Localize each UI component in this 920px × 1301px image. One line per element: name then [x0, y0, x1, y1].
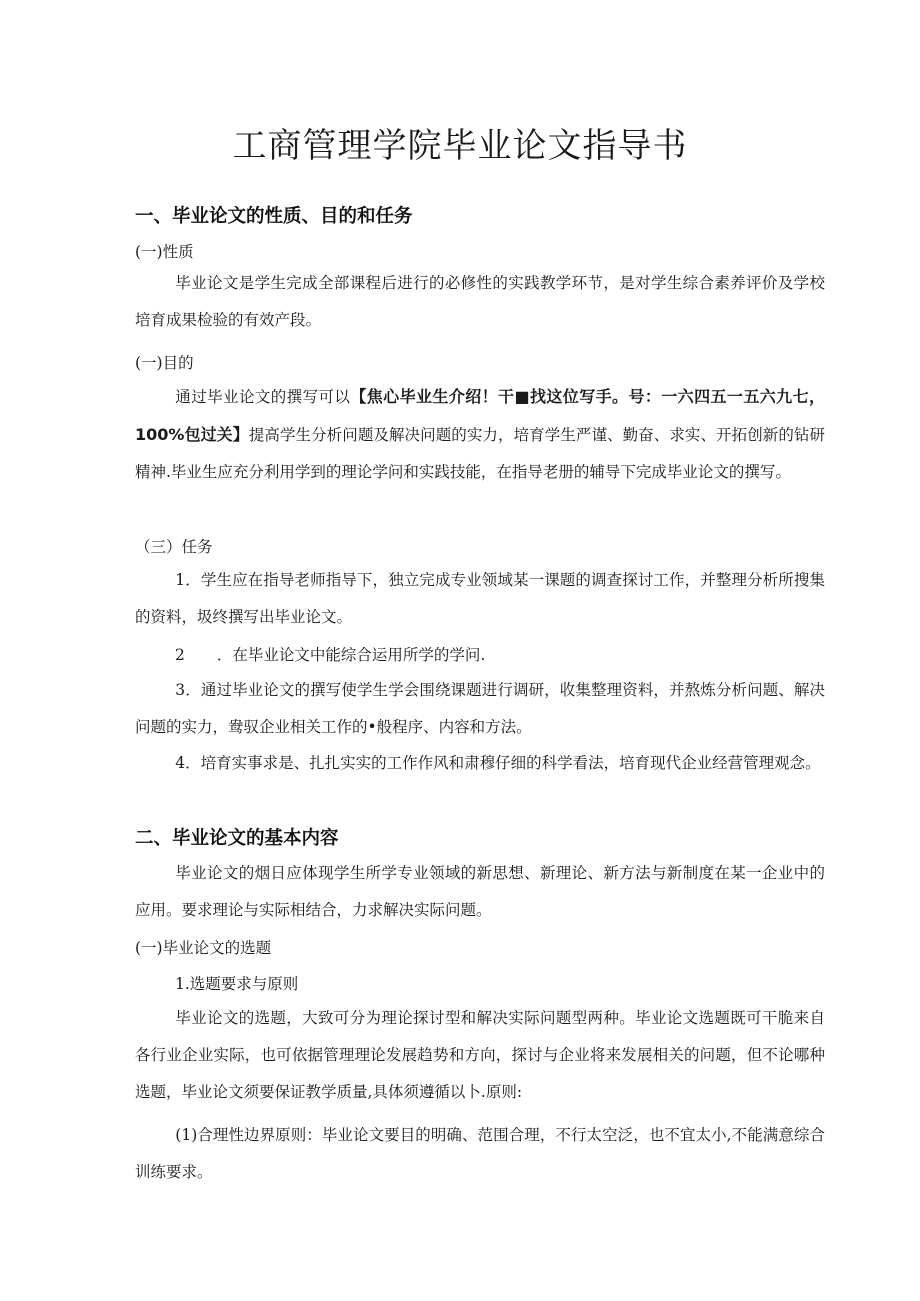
paragraph-nature: 毕业论文是学生完成全部课程后进行的必修性的实践教学环节，是对学生综合素养评价及学校培育成果检验的有效产段。 — [135, 274, 825, 329]
paragraph-topic: 毕业论文的选题，大致可分为理论探讨型和解决实际问题型两种。毕业论文选题既可干脆来自各行业企业实际，也可依据管理理论发展趋势和方向，探讨与企业将来发展相关的问题，但不论哪种选题，毕业论文须要保证教学质量,具体须遵循以卜.原则: — [135, 1009, 825, 1101]
purpose-text-before: 通过毕业论文的撰写可以 — [175, 388, 351, 406]
subsection-heading-nature: (一)性质 — [135, 243, 194, 261]
task-item-1: 1．学生应在指导老师指导下，独立完成专业领域某一课题的调查探讨工作，并整理分析所搜集的资料，圾终撰写出毕业论文。 — [135, 571, 825, 626]
paragraph-purpose — [135, 378, 825, 491]
document-title: 工商管理学院毕业论文指导书 — [232, 126, 688, 166]
section-heading-2: 二、毕业论文的基本内容 — [135, 828, 339, 849]
subsection-heading-topic: (一)毕业论文的选题 — [135, 939, 272, 957]
paragraph-section2-intro: 毕业论文的烟日应体现学生所学专业领域的新思想、新理论、新方法与新制度在某一企业中的应用。要求理论与实际相结合，力求解决实际问题。 — [135, 864, 825, 919]
purpose-text-after: 提高学生分析问题及解决问题的实力，培育学生严谨、勤奋、求实、开拓创新的钻研精神.毕业生应充分利用学到的理论学问和实践技能，在指导老册的辅导下完成毕业论文的撰写。 — [135, 426, 825, 481]
subsection-heading-purpose: (一)目的 — [135, 354, 194, 372]
task-item-2-number: 2 — [175, 646, 185, 664]
topic-sub-heading: 1.选题要求与原则 — [175, 975, 299, 993]
task-item-4: 4．培育实事求是、扎扎实实的工作作风和肃穆仔细的科学看法，培育现代企业经营管理观念。 — [175, 754, 821, 772]
subsection-heading-tasks: （三）任务 — [135, 538, 213, 556]
task-item-3: 3．通过毕业论文的撰写使学生学会围绕课题进行调研，收集整理资料，并熬炼分析问题、解决问题的实力，鸯驭企业相关工作的•般程序、内容和方法。 — [135, 681, 825, 736]
purpose-bold-text: 【焦心毕业生介绍！干■找这位写手。号：一六四五一五六九七，100%包过关】 — [135, 387, 825, 444]
task-item-2-text: ．在毕业论文中能综合运用所学的学问. — [216, 646, 486, 664]
principle-1: (1)合理性边界原则：毕业论文要目的明确、范围合理，不行太空泛，也不宜太小,不能满意综合训练要求。 — [135, 1126, 825, 1181]
section-heading-1: 一、毕业论文的性质、目的和任务 — [135, 206, 413, 227]
task-item-2 — [175, 643, 485, 665]
